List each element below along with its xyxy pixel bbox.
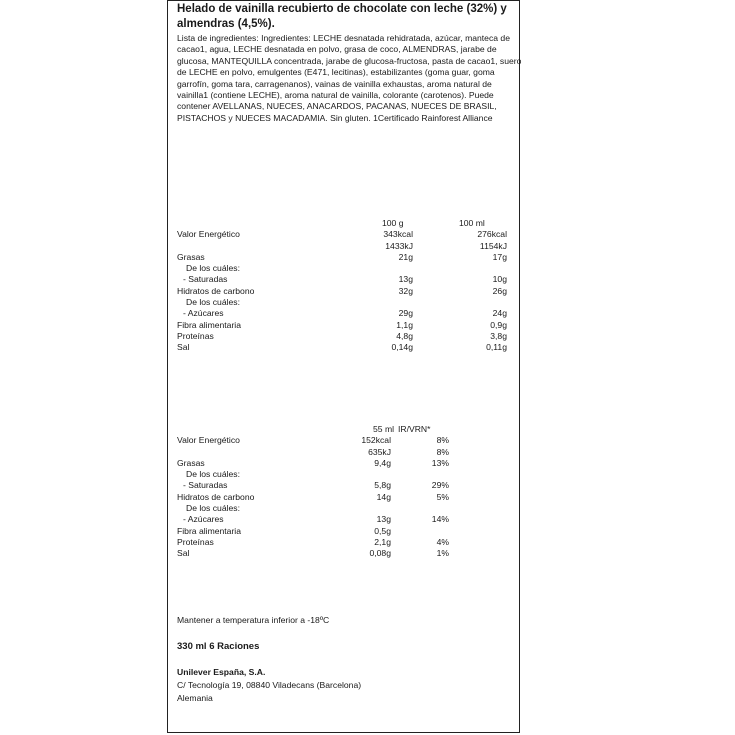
row-label: - Azúcares [183,308,224,319]
company-name: Unilever España, S.A. [177,667,266,677]
cell-value: 1154kJ [479,240,507,251]
storage-note: Mantener a temperatura inferior a -18ºC [177,615,330,625]
cell-value: 21g [398,251,413,262]
cell-value: 276kcal [477,229,507,240]
cell-value: 1433kJ [385,240,413,251]
cell-value: 5,8g [374,480,391,491]
row-label: - Saturadas [183,480,228,491]
cell-value: 32g [398,285,413,296]
company-address: C/ Tecnología 19, 08840 Viladecans (Barcelona) [177,680,362,690]
cell-value: 1% [436,548,449,559]
cell-value: 10g [492,274,507,285]
row-label: Sal [177,548,190,559]
cell-value: 635kJ [368,446,391,457]
column-header: 100 ml [459,218,485,228]
cell-value: 4% [436,536,449,547]
cell-value: 5% [436,491,449,502]
row-label: Hidratos de carbono [177,491,255,502]
cell-value: 0,14g [391,342,413,353]
product-title: Helado de vainilla recubierto de chocolate con leche (32%) y almendras (4,5%). [177,3,507,30]
row-label: Fibra alimentaria [177,525,241,536]
cell-value: 0,9g [490,319,507,330]
cell-value: 29g [398,308,413,319]
row-label: De los cuáles: [186,297,240,308]
cell-value: 29% [431,480,449,491]
row-label: - Saturadas [183,274,228,285]
row-label: Proteínas [177,536,214,547]
row-label: De los cuáles: [186,263,240,274]
cell-value: 0,11g [486,342,507,353]
cell-value: 26g [492,285,507,296]
cell-value: 4,8g [396,330,413,341]
row-label: De los cuáles: [186,469,240,480]
column-header: IR/VRN* [398,424,431,434]
cell-value: 1,1g [396,319,413,330]
cell-value: 13% [431,457,449,468]
cell-value: 9,4g [374,457,391,468]
cell-value: 8% [436,435,449,446]
row-label: De los cuáles: [186,503,240,514]
cell-value: 152kcal [361,435,391,446]
column-header: 100 g [382,218,404,228]
cell-value: 3,8g [490,330,507,341]
cell-value: 0,5g [374,525,391,536]
portions-info: 330 ml 6 Raciones [177,641,260,652]
cell-value: 8% [436,446,449,457]
row-label: - Azúcares [183,514,224,525]
cell-value: 13g [376,514,391,525]
cell-value: 14% [431,514,449,525]
row-label: Valor Energético [177,435,240,446]
cell-value: 343kcal [383,229,413,240]
row-label: Fibra alimentaria [177,319,241,330]
cell-value: 14g [376,491,391,502]
row-label: Proteínas [177,330,214,341]
row-label: Sal [177,342,190,353]
row-label: Grasas [177,457,205,468]
row-label: Hidratos de carbono [177,285,255,296]
company-country: Alemania [177,693,213,703]
cell-value: 24g [492,308,507,319]
cell-value: 13g [398,274,413,285]
column-header: 55 ml [373,424,395,434]
ingredients-list: Lista de ingredientes: Ingredientes: LECHE desnatada rehidratada, azúcar, manteca de cacao1, agua, LECHE desnatada en polvo, grasa de coco, ALMENDRAS, jarabe de glucosa, MANTEQUILLA concentrada, jarabe de glucosa-fructosa, pasta de cacao1, suero de LECHE en polvo, emulgentes (E471, lecitinas), estabilizantes (goma guar, goma garrofín, goma tara, carragenanos), vainas de vainilla exhaustas, aroma natural de vainilla1 (contiene LECHE), aroma natural de vainilla, colorante (carotenos). Puede contener AVELLANAS, NUECES, ANACARDOS, PACANAS, NUECES DE BRASIL, PISTACHOS y NUECES MACADAMIA. Sin gluten. 1Certificado Rainforest Alliance [177,33,522,123]
cell-value: 2,1g [374,536,391,547]
cell-value: 17g [492,251,507,262]
cell-value: 0,08g [369,548,391,559]
row-label: Valor Energético [177,229,240,240]
row-label: Grasas [177,251,205,262]
